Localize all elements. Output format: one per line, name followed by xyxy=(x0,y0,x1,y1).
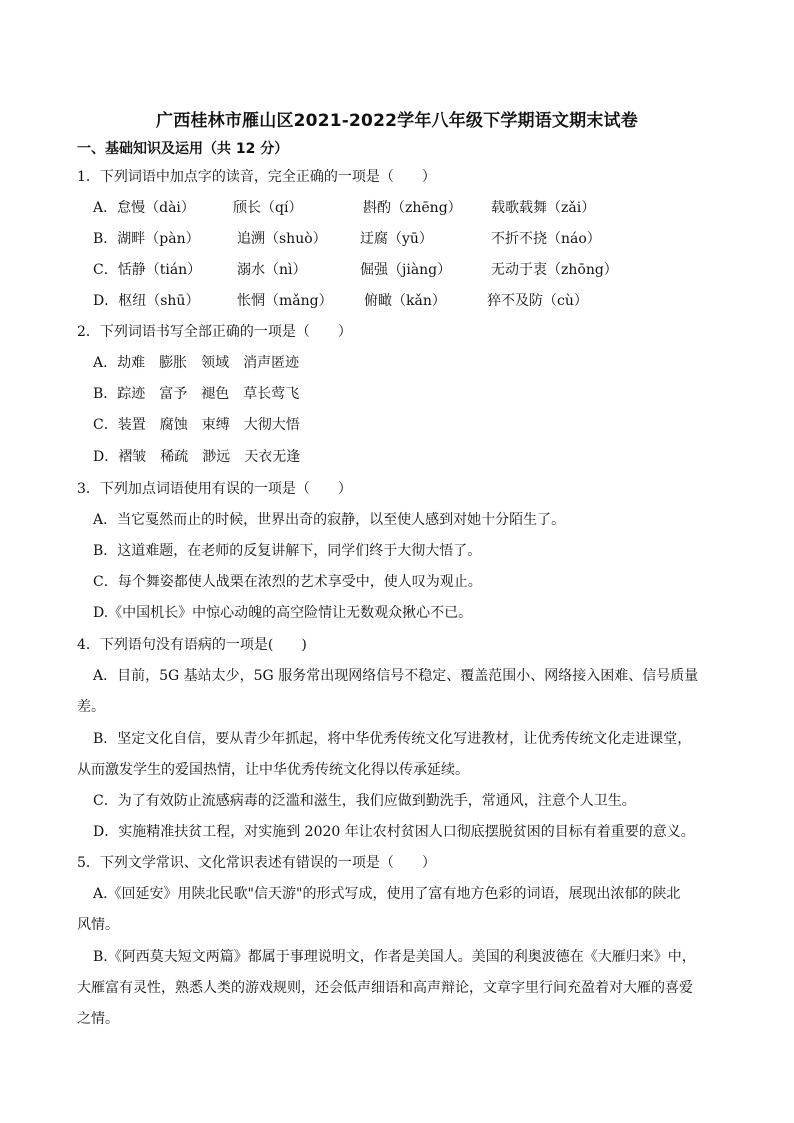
q5-option-b-line-1: B.《阿西莫夫短文两篇》都属于事理说明文，作者是美国人。美国的利奥波德在《大雁归来》中， xyxy=(93,949,696,965)
q1-row-b-col-1: B．湖畔（pàn） xyxy=(93,231,200,247)
question-1-stem: 1．下列词语中加点字的读音，完全正确的一项是（ ） xyxy=(77,169,436,185)
q2-option-d: D．褶皱 稀疏 渺远 天衣无逢 xyxy=(93,449,301,465)
q1-row-b-col-2: 追溯（shuò） xyxy=(237,231,327,247)
q1-row-c-col-1: C．恬静（tián） xyxy=(93,262,202,278)
question-3-stem: 3．下列加点词语使用有误的一项是（ ） xyxy=(77,481,352,497)
section-heading: 一、基础知识及运用（共 12 分） xyxy=(77,141,289,157)
q5-option-a-line-1: A.《回延安》用陕北民歌"信天游"的形式写成，使用了富有地方色彩的词语，展现出浓郁的陕北 xyxy=(93,886,681,902)
q1-row-c-col-4: 无动于衷（zhōng） xyxy=(491,262,618,278)
q1-row-d-col-4: 猝不及防（cù） xyxy=(487,293,588,309)
q4-option-a-line-2: 差。 xyxy=(77,699,105,715)
exam-title: 广西桂林市雁山区2021-2022学年八年级下学期语文期末试卷 xyxy=(156,111,638,131)
q1-row-b-col-4: 不折不挠（náo） xyxy=(491,231,601,247)
q1-row-a-col-2: 颀长（qí） xyxy=(233,200,303,216)
q5-option-b-line-2: 大雁富有灵性，熟悉人类的游戏规则，还会低声细语和高声辩论，文章字里行间充盈着对大雁的喜爱 xyxy=(77,980,693,996)
q1-row-a-col-4: 载歌载舞（zǎi） xyxy=(491,200,596,216)
q1-row-c-col-3: 倔强（jiàng） xyxy=(360,262,452,278)
q2-option-a: A．劫难 膨胀 领域 消声匿迹 xyxy=(93,355,300,371)
q3-option-a: A．当它戛然而止的时候，世界出奇的寂静，以至使人感到对她十分陌生了。 xyxy=(93,512,566,528)
question-2-stem: 2．下列词语书写全部正确的一项是（ ） xyxy=(77,324,352,340)
q4-option-b-line-2: 从而激发学生的爱国热情，让中华优秀传统文化得以传承延续。 xyxy=(77,762,469,778)
q1-row-d-col-2: 怅惘（mǎng） xyxy=(237,293,333,309)
q2-option-c: C．装置 腐蚀 束缚 大彻大悟 xyxy=(93,417,300,433)
q4-option-b-line-1: B．坚定文化自信，要从青少年抓起，将中华优秀传统文化写进教材，让优秀传统文化走进课堂， xyxy=(93,731,692,747)
question-4-stem: 4．下列语句没有语病的一项是( ) xyxy=(77,637,307,653)
q5-option-b-line-3: 之情。 xyxy=(77,1011,119,1027)
q3-option-b: B．这道难题，在老师的反复讲解下，同学们终于大彻大悟了。 xyxy=(93,543,482,559)
q4-option-d: D．实施精准扶贫工程，对实施到 2020 年让农村贫困人口彻底摆脱贫困的目标有着重要的意义。 xyxy=(93,824,695,840)
q1-row-b-col-3: 迂腐（yū） xyxy=(360,231,433,247)
q1-row-c-col-2: 溺水（nì） xyxy=(237,262,307,278)
q2-option-b: B．踪迹 富予 褪色 草长莺飞 xyxy=(93,386,300,402)
q3-option-c: C．每个舞姿都使人战栗在浓烈的艺术享受中，使人叹为观止。 xyxy=(93,574,482,590)
q4-option-a-line-1: A．目前，5G 基站太少，5G 服务常出现网络信号不稳定、覆盖范围小、网络接入困难、信号质量 xyxy=(93,668,699,684)
q1-row-a-col-1: A．怠慢（dài） xyxy=(93,200,195,216)
q3-option-d: D.《中国机长》中惊心动魄的高空险情让无数观众揪心不已。 xyxy=(93,605,473,621)
q1-row-d-col-3: 俯瞰（kǎn） xyxy=(364,293,446,309)
q1-row-a-col-3: 斟酌（zhēng） xyxy=(363,200,462,216)
question-5-stem: 5．下列文学常识、文化常识表述有错误的一项是（ ） xyxy=(77,855,436,871)
q5-option-a-line-2: 风情。 xyxy=(77,917,119,933)
q4-option-c: C．为了有效防止流感病毒的泛滥和滋生，我们应做到勤洗手，常通风，注意个人卫生。 xyxy=(93,793,636,809)
q1-row-d-col-1: D．枢纽（shū） xyxy=(93,293,200,309)
